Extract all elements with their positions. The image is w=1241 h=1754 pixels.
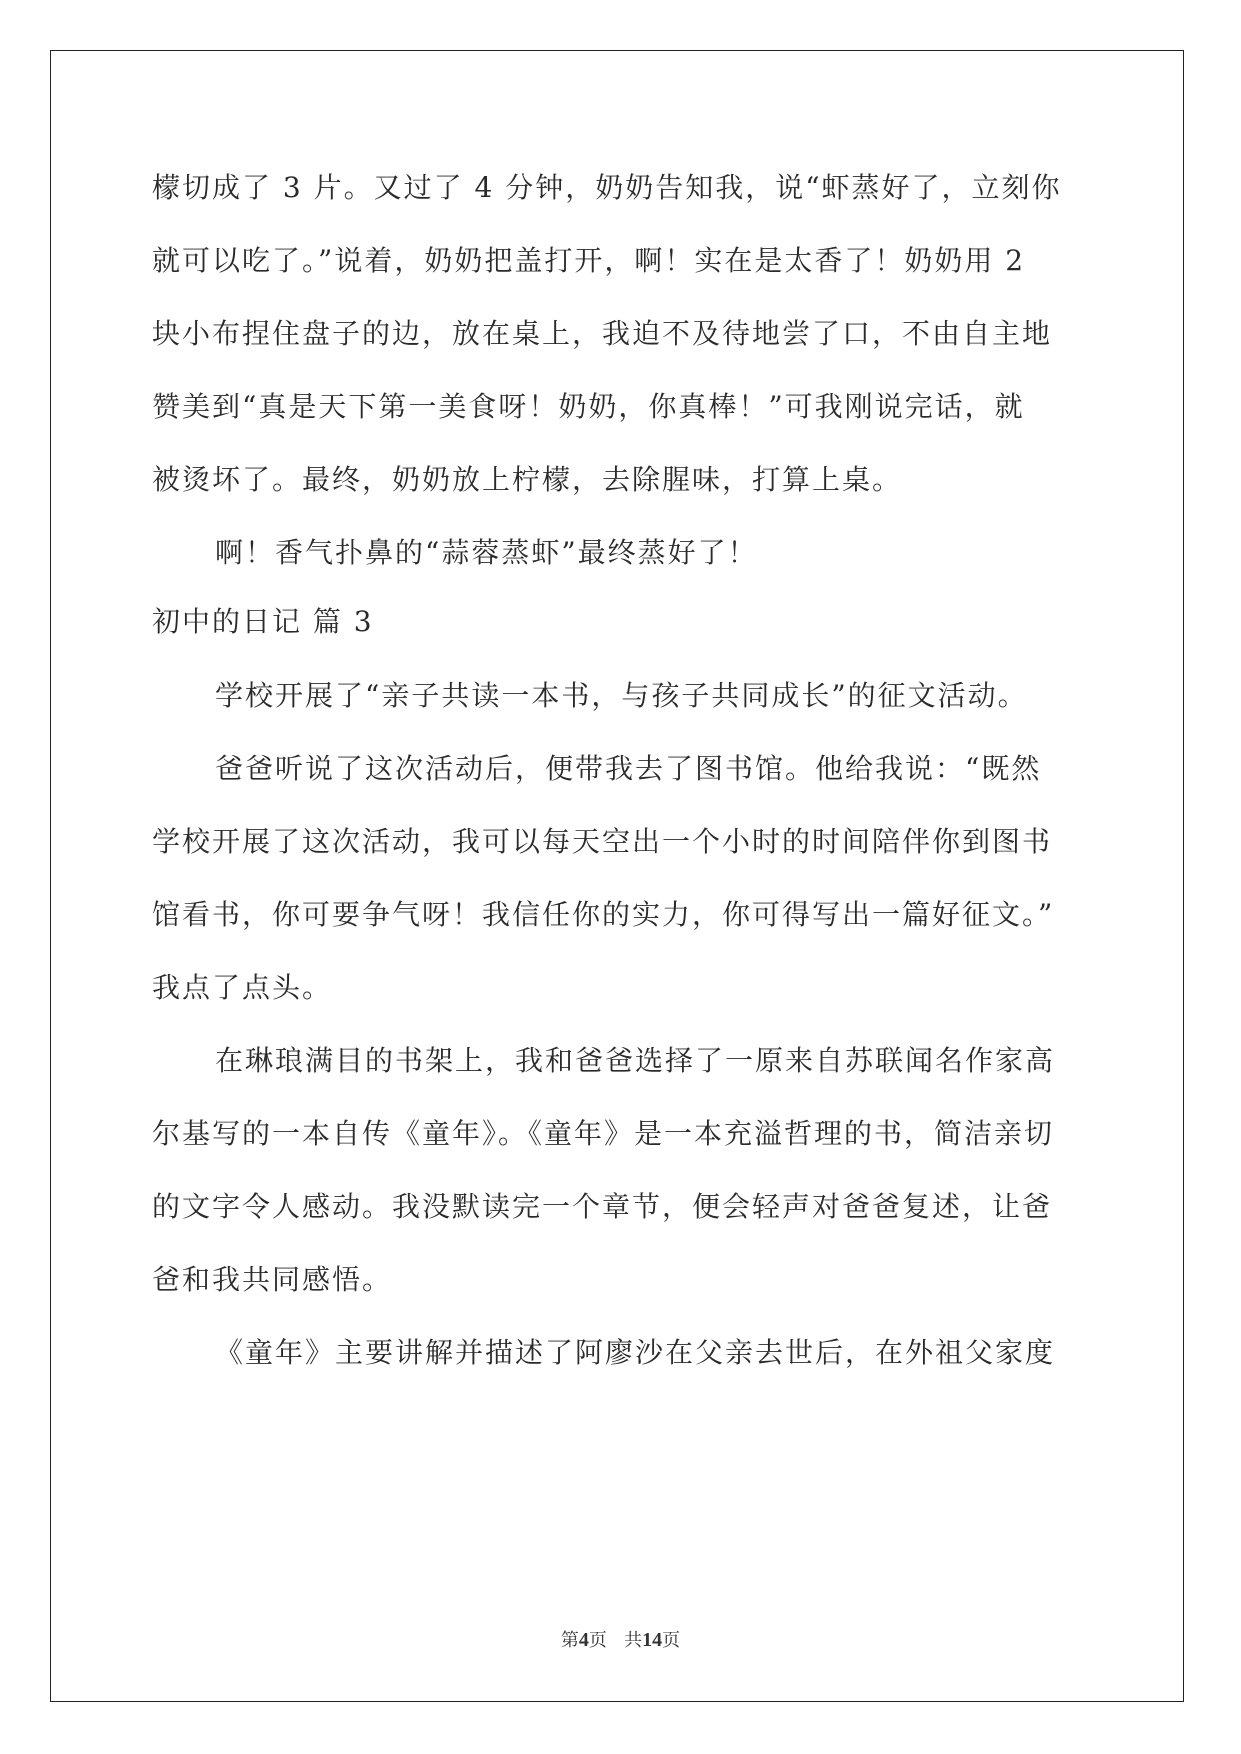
paragraph-line: 学校开展了这次活动，我可以每天空出一个小时的时间陪伴你到图书 [152,825,1053,858]
paragraph-line: 《童年》主要讲解并描述了阿廖沙在父亲去世后，在外祖父家度 [215,1336,1056,1369]
paragraph-line: 就可以吃了。”说着，奶奶把盖打开，啊！实在是太香了！奶奶用 2 [152,244,1026,277]
paragraph-line: 被烫坏了。最终，奶奶放上柠檬，去除腥味，打算上桌。 [152,463,903,496]
total-page-number: 14 [642,1629,663,1651]
paragraph-line: 在琳琅满目的书架上，我和爸爸选择了一原来自苏联闻名作家高 [215,1044,1056,1077]
paragraph-line: 檬切成了 3 片。又过了 4 分钟，奶奶告知我，说“虾蒸好了，立刻你 [152,171,1062,204]
paragraph-line: 爸和我共同感悟。 [152,1263,393,1296]
paragraph-line: 学校开展了“亲子共读一本书，与孩子共同成长”的征文活动。 [215,679,1028,712]
section-heading: 初中的日记 篇 3 [152,605,374,638]
paragraph-line: 赞美到“真是天下第一美食呀！奶奶，你真棒！”可我刚说完话，就 [152,390,1025,423]
footer-prefix: 第 [560,1630,579,1651]
current-page-number: 4 [578,1629,589,1651]
paragraph-line: 尔基写的一本自传《童年》。《童年》是一本充溢哲理的书，简洁亲切 [152,1117,1055,1150]
paragraph-line: 我点了点头。 [152,971,333,1004]
page-border [50,50,1184,1702]
paragraph-line: 啊！香气扑鼻的“蒜蓉蒸虾”最终蒸好了！ [215,536,758,569]
footer-suffix: 页 [662,1630,681,1651]
paragraph-line: 爸爸听说了这次活动后，便带我去了图书馆。他给我说：“既然 [215,752,1042,785]
paragraph-line: 块小布捏住盘子的边，放在桌上，我迫不及待地尝了口，不由自主地 [152,317,1053,350]
paragraph-line: 馆看书，你可要争气呀！我信任你的实力，你可得写出一篇好征文。” [152,898,1055,931]
paragraph-line: 的文字令人感动。我没默读完一个章节，便会轻声对爸爸复述，让爸 [152,1190,1053,1223]
page-footer [0,1626,1241,1652]
footer-mid: 页 共 [588,1630,643,1651]
